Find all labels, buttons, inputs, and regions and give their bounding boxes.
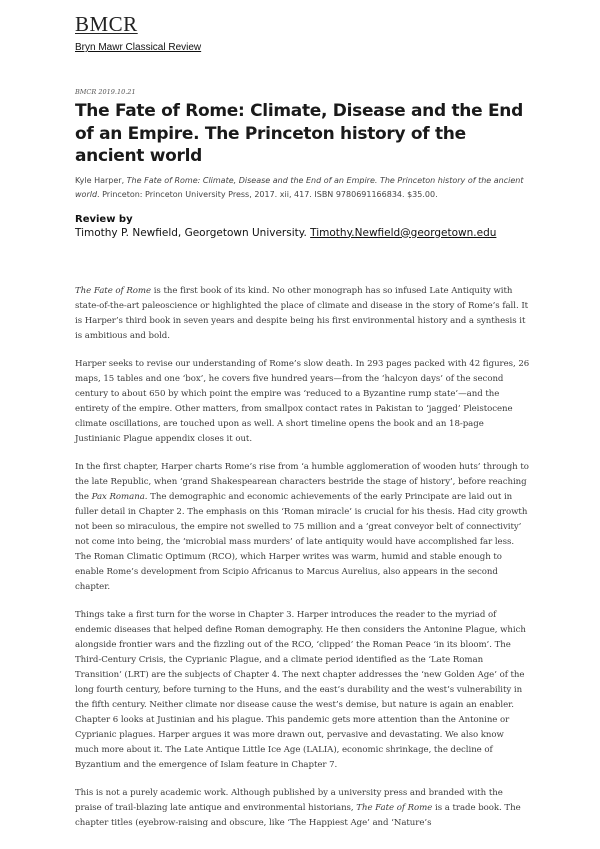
review-by xyxy=(75,214,530,240)
paragraph-1 xyxy=(75,284,530,344)
paragraph-2: Harper seeks to revise our understanding of Rome’s slow death. In 293 pages packed with 42 figures, 26 maps, 15 tables and one ‘box’, he covers five hundred years—from the ‘halcyon days’ of the second century to about 650 by which point the empire was ‘reduced to a Byzantine rump state’—and the entirety of the empire. Other matters, from smallpox contact rates in Pakistan to ‘jagged’ Pleistocene climate oscillations, are touched upon as well. A short timeline opens the book and an 18-page Justinianic Plague appendix closes it out. xyxy=(75,359,530,444)
citation-book-title: The Fate of Rome: Climate, Disease and the End of an Empire. The Princeton history of the ancient world xyxy=(75,175,524,199)
reviewer-name: Timothy P. Newfield, Georgetown University. xyxy=(75,226,311,239)
reviewer-line xyxy=(75,226,530,240)
article-reference: BMCR 2019.10.21 xyxy=(75,88,136,96)
p3-text-b: . The demographic and economic achievements of the early Principate are laid out in fuller detail in Chapter 2. The emphasis on this ‘Roman miracle’ is crucial for his thesis. Had city growth not been so miraculous, the empire not swelled to 75 million and a ‘great conveyor belt of connectivity’ not come into being, the ‘microbial mass murders’ of late antiquity would have accomplished far less. The Roman Climatic Optimum (RCO), which Harper writes was warm, humid and stable enough to enable Rome’s development from Scipio Africanus to Marcus Aurelius, also appears in the second chapter. xyxy=(75,492,528,592)
site-logo[interactable]: BMCR xyxy=(75,12,138,36)
masthead xyxy=(75,14,201,54)
p3-text-a: In the first chapter, Harper charts Rome’s rise from ‘a humble agglomeration of wooden huts’ through to the late Republic, when ‘grand Shakespearean characters bestride the stage of history’, before reaching the xyxy=(75,462,529,502)
citation-publication: . Princeton: Princeton University Press, 2017. xii, 417. ISBN 9780691166834. $35.00. xyxy=(97,189,438,199)
book-citation xyxy=(75,174,530,202)
citation-author: Kyle Harper, xyxy=(75,175,127,185)
paragraph-4: Things take a first turn for the worse in Chapter 3. Harper introduces the reader to the myriad of endemic diseases that helped define Roman demography. He then considers the Antonine Plague, which alongside frontier wars and the fizzling out of the RCO, ‘clipped’ the Roman Peace ‘in its bloom’. The Third-Century Crisis, the Cyprianic Plague, and a climate period identified as the ‘Late Roman Transition’ (LRT) are the subjects of Chapter 4. The next chapter addresses the ‘new Golden Age’ of the long fourth century, before turning to the Huns, and the east’s durability and the west’s vulnerability in the fifth century. Neither climate nor disease cause the west’s demise, but nature is again an enabler. Chapter 6 looks at Justinian and his plague. This pandemic gets more attention than the Antonine or Cyprianic plagues. Harper argues it was more drawn out, pervasive and devastating. We also know much more about it. The Late Antique Little Ice Age (LALIA), economic shrinkage, the decline of Byzantium and the emergence of Islam feature in Chapter 7. xyxy=(75,610,526,770)
p5-book-title: The Fate of Rome xyxy=(356,803,433,813)
p5-text-b: is a trade book. The chapter titles (eyebrow-raising and obscure, like ‘The Happiest Age’ and ‘Nature’s xyxy=(75,803,521,828)
review-by-label: Review by xyxy=(75,213,133,225)
p3-pax-romana: Pax Romana xyxy=(91,492,145,502)
review-body xyxy=(75,284,530,844)
article-title: The Fate of Rome: Climate, Disease and the End of an Empire. The Princeton history of the ancient world xyxy=(75,101,523,166)
p1-text: is the first book of its kind. No other monograph has so infused Late Antiquity with state-of-the-art paleoscience or highlighted the place of climate and disease in the story of Rome’s fall. It is Harper’s third book in seven years and despite being his first environmental history and a synthesis it is ambitious and bold. xyxy=(75,286,529,341)
site-name-link[interactable]: Bryn Mawr Classical Review xyxy=(75,42,202,53)
p1-book-title: The Fate of Rome xyxy=(75,286,152,296)
reviewer-email-link[interactable]: Timothy.Newfield@georgetown.edu xyxy=(310,226,497,239)
paragraph-3 xyxy=(75,460,530,595)
paragraph-5 xyxy=(75,786,530,831)
article-header xyxy=(75,88,530,240)
p5-text-a: This is not a purely academic work. Although published by a university press and branded with the praise of trail-blazing late antique and environmental historians, xyxy=(75,788,503,813)
